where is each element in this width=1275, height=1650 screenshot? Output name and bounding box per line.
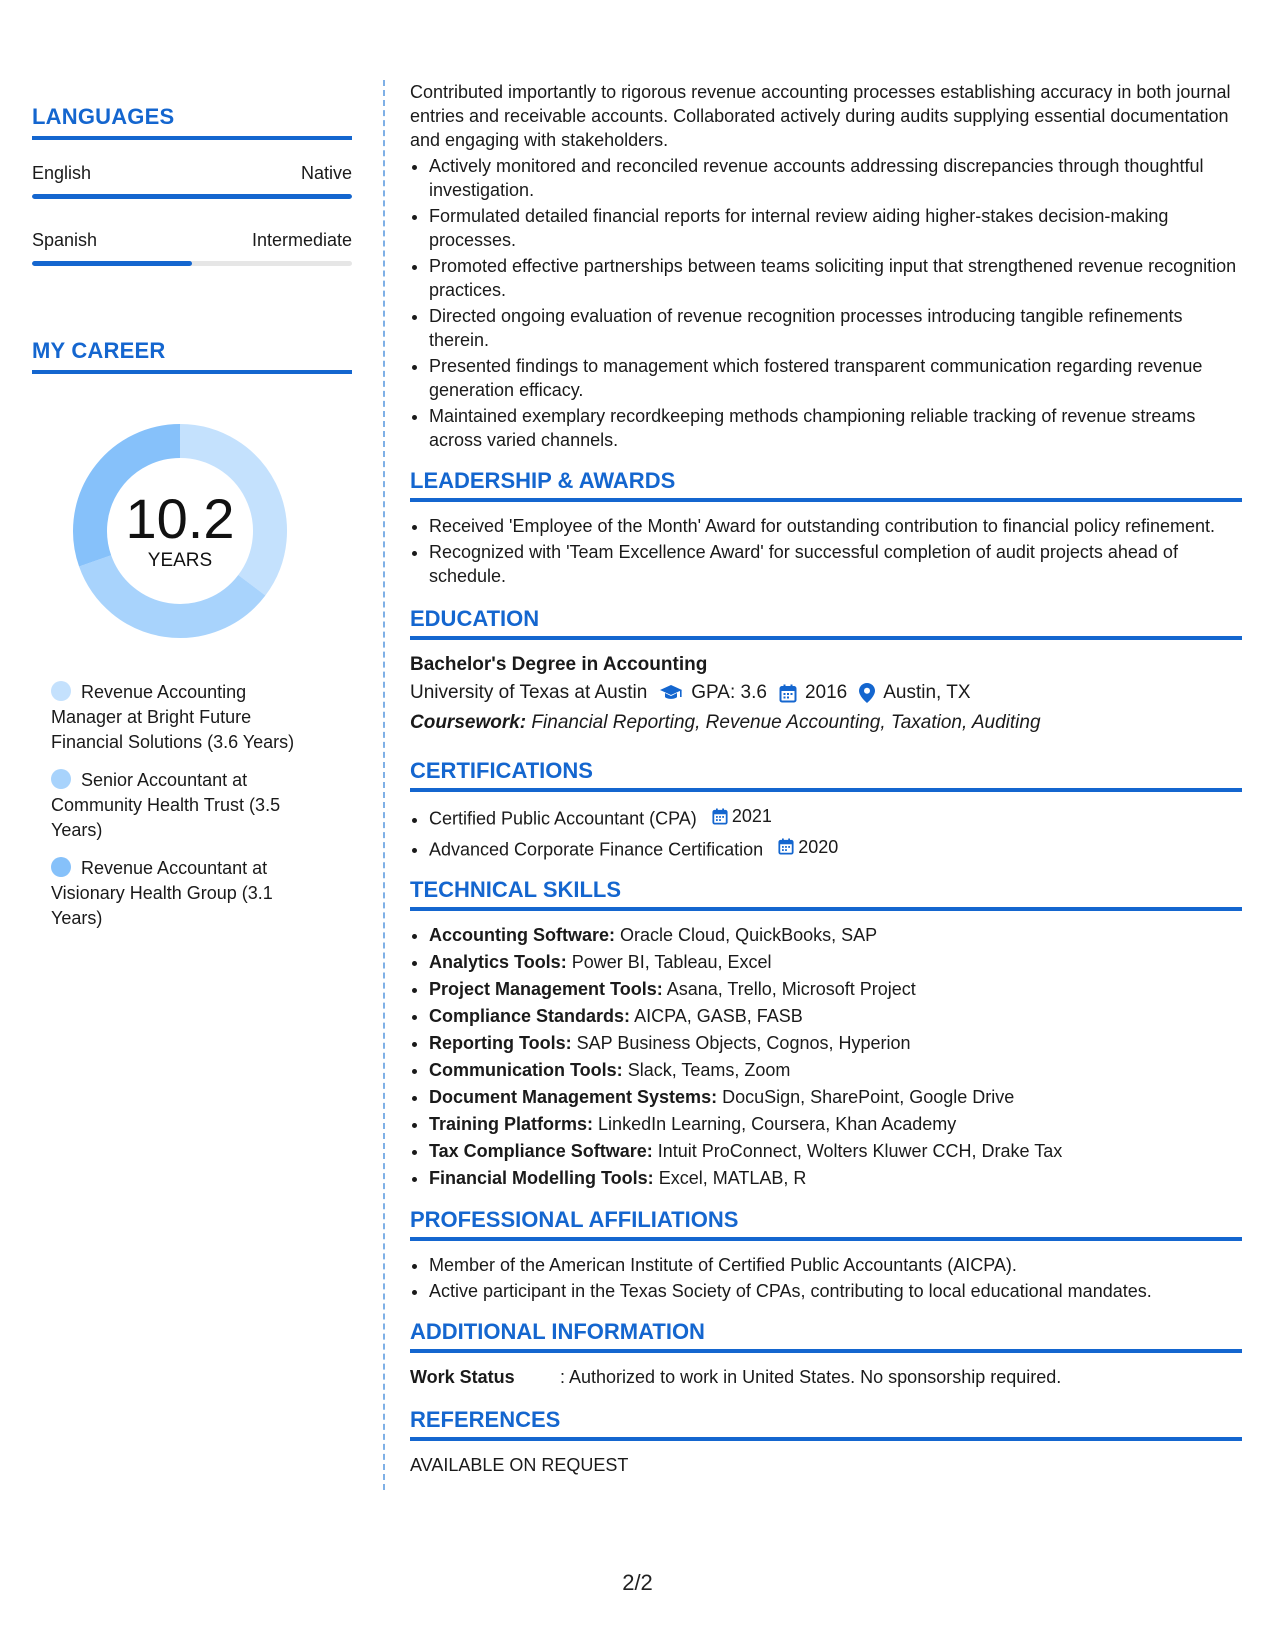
career-total-years: 10.2 <box>125 487 235 550</box>
calendar-icon <box>779 684 797 703</box>
affiliation-item: • Member of the American Institute of Certified Public Accountants (AICPA). <box>429 1253 1242 1277</box>
skill-value: Excel, MATLAB, R <box>658 1168 807 1188</box>
education-section <box>410 606 1242 738</box>
education-heading: EDUCATION <box>410 606 1242 640</box>
certifications-heading: CERTIFICATIONS <box>410 758 1242 792</box>
legend-dot-icon <box>51 769 71 789</box>
career-legend-item <box>51 768 321 843</box>
skill-value: SAP Business Objects, Cognos, Hyperion <box>576 1033 911 1053</box>
certification-year: 2020 <box>798 836 839 857</box>
work-status-label: Work Status <box>410 1367 515 1387</box>
language-level-bar <box>32 194 352 199</box>
certification-name: Certified Public Accountant (CPA) <box>429 808 697 829</box>
language-level-bar <box>32 261 352 266</box>
skills-section <box>410 877 1242 1191</box>
career-legend-label: Revenue Accountant at Visionary Health Group (3.1 Years) <box>51 858 273 928</box>
experience-bullet: • Presented findings to management which fostered transparent communication regarding revenue generation efficacy. <box>429 354 1242 402</box>
certification-item <box>429 804 1242 831</box>
skill-item <box>429 1112 1242 1137</box>
skill-item <box>429 1139 1242 1164</box>
skill-label: Tax Compliance Software: <box>429 1141 653 1161</box>
career-legend-label: Senior Accountant at Community Health Trust (3.5 Years) <box>51 770 281 840</box>
career-legend <box>51 680 321 931</box>
education-school: University of Texas at Austin <box>410 682 648 703</box>
location-pin-icon <box>859 683 875 703</box>
career-legend-label: Revenue Accounting Manager at Bright Future Financial Solutions (3.6 Years) <box>51 682 295 752</box>
skill-value: Oracle Cloud, QuickBooks, SAP <box>620 925 878 945</box>
skill-item <box>429 1031 1242 1056</box>
language-name: English <box>32 163 92 183</box>
certification-year: 2021 <box>731 806 772 826</box>
coursework-value: Financial Reporting, Revenue Accounting, Taxation, Auditing <box>531 712 1041 733</box>
skill-value: Slack, Teams, Zoom <box>627 1060 791 1080</box>
experience-bullet: • Actively monitored and reconciled revenue accounts addressing discrepancies through thoughtful investigation. <box>429 154 1242 202</box>
skill-label: Communication Tools: <box>429 1060 623 1080</box>
skills-list <box>410 923 1242 1191</box>
skill-value: DocuSign, SharePoint, Google Drive <box>722 1087 1015 1107</box>
skill-item <box>429 1004 1242 1029</box>
education-degree: Bachelor's Degree in Accounting <box>410 654 708 675</box>
experience-section <box>410 80 1242 452</box>
skill-value: Asana, Trello, Microsoft Project <box>666 979 916 999</box>
education-location: Austin, TX <box>883 682 971 703</box>
coursework-label: Coursework: <box>410 712 527 733</box>
experience-bullet: • Maintained exemplary recordkeeping methods championing reliable tracking of revenue streams across varied channels. <box>429 404 1242 452</box>
leadership-item: • Recognized with 'Team Excellence Award' for successful completion of audit projects ahead of schedule. <box>429 540 1242 588</box>
career-years-unit: YEARS <box>147 550 213 571</box>
calendar-icon <box>778 838 794 855</box>
language-spanish <box>32 229 352 266</box>
language-level: Native <box>300 163 352 183</box>
certification-name: Advanced Corporate Finance Certification <box>429 839 764 859</box>
experience-intro: Contributed importantly to rigorous revenue accounting processes establishing accuracy in both journal entries and receivable accounts. Collaborated actively during audits supplying essential documentation and engaging with stakeholders. <box>410 82 1231 150</box>
skill-value: AICPA, GASB, FASB <box>634 1006 803 1026</box>
affiliations-list <box>410 1253 1242 1303</box>
language-name: Spanish <box>32 230 98 250</box>
skill-item <box>429 977 1242 1002</box>
work-status-row <box>410 1365 1242 1389</box>
skill-value: Power BI, Tableau, Excel <box>571 952 772 972</box>
skill-label: Reporting Tools: <box>429 1033 572 1053</box>
leadership-section <box>410 468 1242 588</box>
legend-dot-icon <box>51 857 71 877</box>
additional-info-section <box>410 1319 1242 1389</box>
language-level-fill <box>32 261 192 266</box>
skill-item <box>429 1085 1242 1110</box>
skill-label: Financial Modelling Tools: <box>429 1168 654 1188</box>
education-coursework <box>410 708 1242 738</box>
page-number: 2/2 <box>622 1570 653 1595</box>
additional-info-heading: ADDITIONAL INFORMATION <box>410 1319 1242 1353</box>
skill-label: Training Platforms: <box>429 1114 594 1134</box>
skill-label: Analytics Tools: <box>429 952 567 972</box>
column-divider <box>383 80 385 1490</box>
skill-item <box>429 1058 1242 1083</box>
education-details <box>410 678 1242 708</box>
references-text: AVAILABLE ON REQUEST <box>410 1455 629 1475</box>
certifications-section <box>410 758 1242 861</box>
career-heading: MY CAREER <box>32 338 352 374</box>
skill-label: Project Management Tools: <box>429 979 663 999</box>
leadership-heading: LEADERSHIP & AWARDS <box>410 468 1242 502</box>
work-status-value: : Authorized to work in United States. No sponsorship required. <box>560 1367 1062 1387</box>
language-english <box>32 162 352 199</box>
education-year: 2016 <box>804 682 848 703</box>
experience-bullet: • Promoted effective partnerships between teams soliciting input that strengthened revenue recognition practices. <box>429 254 1242 302</box>
certification-date <box>712 804 772 828</box>
career-donut-chart <box>65 416 295 646</box>
references-section <box>410 1407 1242 1477</box>
left-column <box>32 80 352 944</box>
skill-value: Intuit ProConnect, Wolters Kluwer CCH, Drake Tax <box>657 1141 1063 1161</box>
experience-bullet: • Formulated detailed financial reports for internal review aiding higher-stakes decision-making processes. <box>429 204 1242 252</box>
experience-bullet: • Directed ongoing evaluation of revenue recognition processes introducing tangible refinements therein. <box>429 304 1242 352</box>
certification-item <box>429 835 1242 862</box>
skill-label: Accounting Software: <box>429 925 616 945</box>
career-legend-item <box>51 680 321 755</box>
language-level-fill <box>32 194 352 199</box>
leadership-list <box>410 514 1242 588</box>
references-heading: REFERENCES <box>410 1407 1242 1441</box>
skill-item <box>429 950 1242 975</box>
skill-value: LinkedIn Learning, Coursera, Khan Academy <box>598 1114 957 1134</box>
leadership-item: • Received 'Employee of the Month' Award for outstanding contribution to financial policy refinement. <box>429 514 1242 538</box>
skills-heading: TECHNICAL SKILLS <box>410 877 1242 911</box>
skill-item <box>429 923 1242 948</box>
certifications-list <box>410 804 1242 861</box>
skill-item <box>429 1166 1242 1191</box>
language-level: Intermediate <box>251 230 352 250</box>
graduation-cap-icon <box>659 684 683 702</box>
affiliation-item: • Active participant in the Texas Society of CPAs, contributing to local educational mandates. <box>429 1279 1242 1303</box>
calendar-icon <box>712 808 728 825</box>
languages-heading: LANGUAGES <box>32 104 352 140</box>
certification-date <box>778 835 838 859</box>
skill-label: Compliance Standards: <box>429 1006 631 1026</box>
donut-center <box>65 416 295 646</box>
skill-label: Document Management Systems: <box>429 1087 718 1107</box>
career-legend-item <box>51 856 321 931</box>
affiliations-heading: PROFESSIONAL AFFILIATIONS <box>410 1207 1242 1241</box>
education-gpa: GPA: 3.6 <box>691 682 767 703</box>
experience-bullets <box>410 154 1242 452</box>
right-column <box>410 80 1242 1477</box>
affiliations-section <box>410 1207 1242 1303</box>
legend-dot-icon <box>51 681 71 701</box>
